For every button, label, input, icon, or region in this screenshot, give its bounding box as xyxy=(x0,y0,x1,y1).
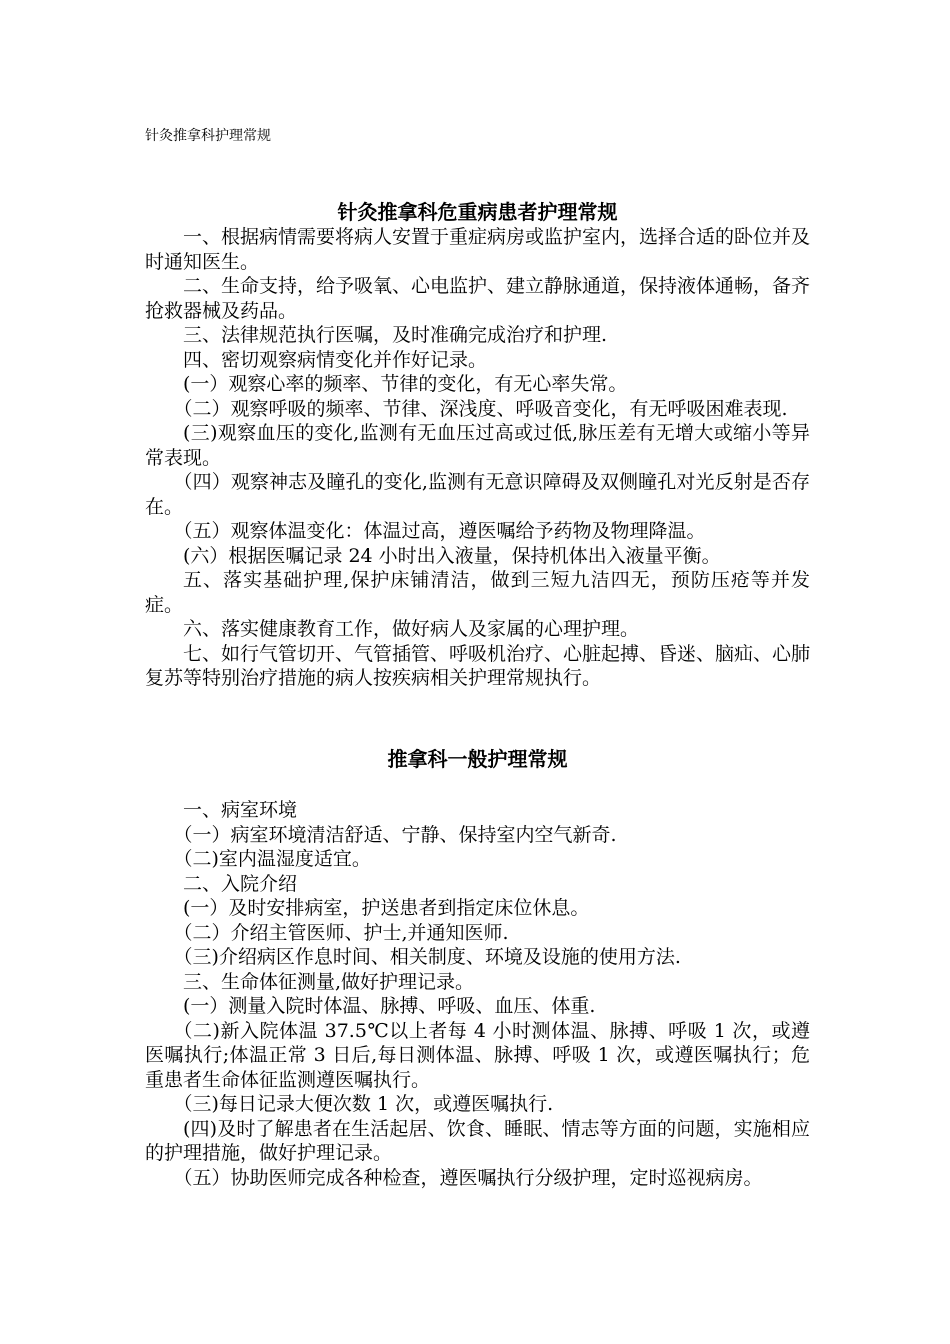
paragraph: 一、根据病情需要将病人安置于重症病房或监护室内，选择合适的卧位并及时通知医生。 xyxy=(145,226,811,273)
paragraph: 二、生命支持，给予吸氧、心电监护、建立静脉通道，保持液体通畅，备齐抢救器械及药品。 xyxy=(145,275,811,322)
paragraph: 六、落实健康教育工作，做好病人及家属的心理护理。 xyxy=(183,618,640,640)
paragraph: （三)介绍病区作息时间、相关制度、环境及设施的使用方法. xyxy=(173,946,681,968)
paragraph: （二）观察呼吸的频率、节律、深浅度、呼吸音变化，有无呼吸困难表现. xyxy=(173,397,788,420)
paragraph: （二）介绍主管医师、护士,并通知医师. xyxy=(173,921,509,944)
paragraph: (一）及时安排病室，护送患者到指定床位休息。 xyxy=(183,897,590,919)
paragraph: （五）协助医师完成各种检查，遵医嘱执行分级护理，定时巡视病房。 xyxy=(173,1166,763,1189)
paragraph: （二)室内温湿度适宜。 xyxy=(173,848,371,870)
paragraph: （四）观察神志及瞳孔的变化,监测有无意识障碍及双侧瞳孔对光反射是否存在。 xyxy=(145,471,810,518)
paragraph: 一、病室环境 xyxy=(183,799,298,821)
paragraph: （三)每日记录大便次数 1 次，或遵医嘱执行. xyxy=(173,1093,554,1115)
section-title: 推拿科一般护理常规 xyxy=(387,747,568,771)
section-critical-care xyxy=(145,199,810,691)
paragraph: 五、落实基础护理,保护床铺清洁，做到三短九洁四无，预防压疮等并发症。 xyxy=(145,569,810,616)
paragraph: （二)新入院体温 37.5℃以上者每 4 小时测体温、脉搏、呼吸 1 次，或遵医嘱执行;体温正常 3 日后,每日测体温、脉搏、呼吸 1 次，或遵医嘱执行；危重患者生命体征监测遵医嘱执行。 xyxy=(145,1019,810,1091)
section-general-care xyxy=(145,746,810,1190)
paragraph: 四、密切观察病情变化并作好记录。 xyxy=(183,348,488,371)
paragraph: （一）病室环境清洁舒适、宁静、保持室内空气新奇. xyxy=(173,823,617,846)
section-title: 针灸推拿科危重病患者护理常规 xyxy=(337,200,618,224)
paragraph: (六）根据医嘱记录 24 小时出入液量，保持机体出入液量平衡。 xyxy=(183,544,721,567)
paragraph: 三、法律规范执行医嘱，及时准确完成治疗和护理. xyxy=(183,324,608,346)
paragraph: 三、生命体征测量,做好护理记录。 xyxy=(183,970,475,993)
paragraph: （五）观察体温变化：体温过高，遵医嘱给予药物及物理降温。 xyxy=(173,520,706,542)
spacer xyxy=(145,772,810,798)
paragraph: 七、如行气管切开、气管插管、呼吸机治疗、心脏起搏、昏迷、脑疝、心肺复苏等特别治疗措施的病人按疾病相关护理常规执行。 xyxy=(145,642,811,689)
paragraph: (四)及时了解患者在生活起居、饮食、睡眠、情志等方面的问题，实施相应的护理措施，做好护理记录。 xyxy=(145,1117,810,1164)
paragraph: 二、入院介绍 xyxy=(183,872,298,895)
paragraph: (一）观察心率的频率、节律的变化，有无心率失常。 xyxy=(183,373,628,395)
paragraph: (三)观察血压的变化,监测有无血压过高或过低,脉压差有无增大或缩小等异常表现。 xyxy=(145,422,810,469)
paragraph: (一）测量入院时体温、脉搏、呼吸、血压、体重. xyxy=(183,995,596,1017)
document-header: 针灸推拿科护理常规 xyxy=(145,128,271,144)
